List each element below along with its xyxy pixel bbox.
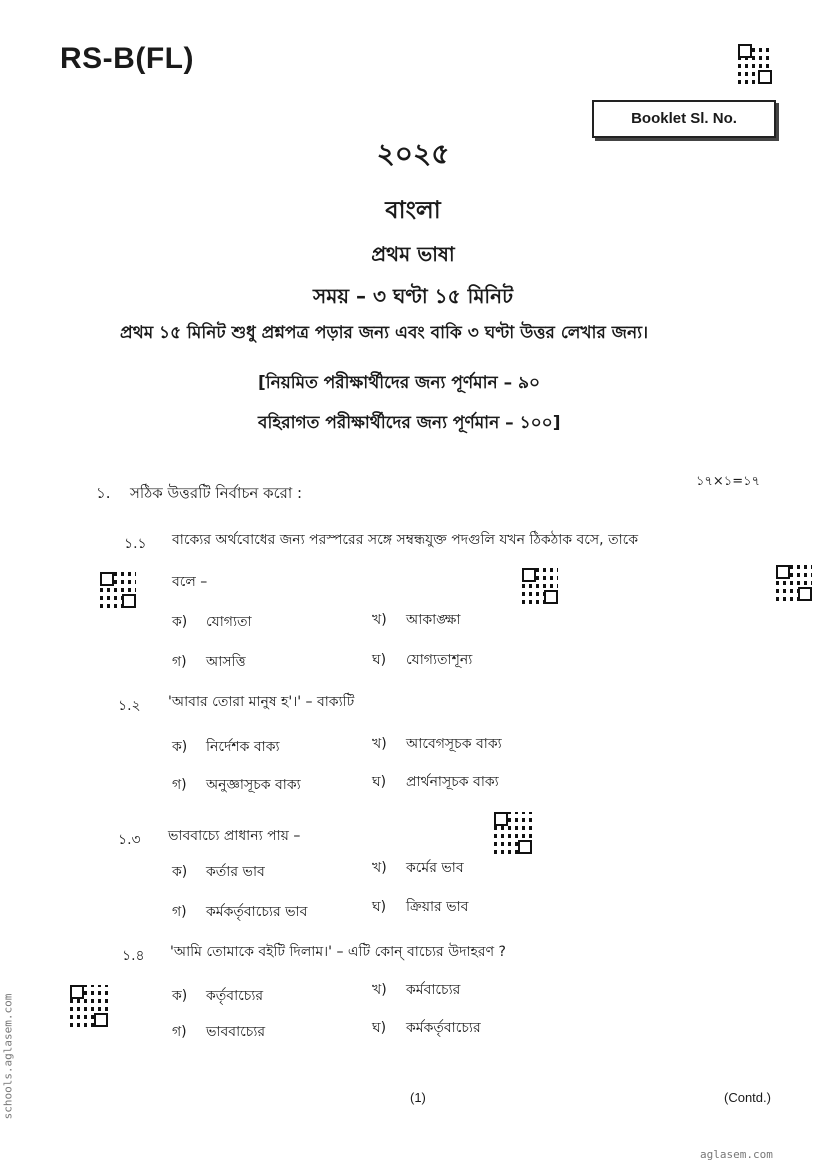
option-text: ভাববাচ্যের [206, 1024, 266, 1040]
option-b: খ) আবেগসূচক বাক্য [372, 736, 502, 752]
option-a: ক) কর্তৃবাচ্যের [172, 988, 264, 1004]
option-c: গ) কর্মকর্তৃবাচ্যের ভাব [172, 904, 308, 920]
page-number: (1) [410, 1090, 426, 1105]
option-text: আকাঙ্ক্ষা [406, 612, 461, 628]
time-allowed: সময় – ৩ ঘণ্টা ১৫ মিনিট [312, 284, 513, 308]
option-d: ঘ) যোগ্যতাশূন্য [372, 652, 473, 668]
option-text: কর্মকর্তৃবাচ্যের ভাব [206, 904, 308, 920]
section-marks: ১৭×১=১৭ [696, 474, 760, 489]
option-text: অনুজ্ঞাসূচক বাক্য [206, 777, 301, 793]
qr-code-icon [776, 565, 812, 601]
option-a: ক) যোগ্যতা [172, 614, 252, 630]
qr-code-icon [522, 568, 558, 604]
paper-code: RS-B(FL) [60, 42, 194, 75]
question-number: ১.৩ [118, 832, 141, 848]
option-a: ক) নির্দেশক বাক্য [172, 739, 280, 755]
option-text: কর্মবাচ্যের [406, 982, 461, 998]
option-b: খ) কর্মবাচ্যের [372, 982, 461, 998]
option-text: কর্তার ভাব [206, 864, 265, 880]
qr-code-icon [100, 572, 136, 608]
booklet-serial-box: Booklet Sl. No. [592, 100, 776, 138]
continued-note: (Contd.) [724, 1090, 771, 1105]
exam-year: ২০২৫ [376, 137, 450, 170]
section-number: ১. [96, 484, 111, 502]
question-text: 'আবার তোরা মানুষ হ'।' – বাক্যটি [168, 694, 355, 710]
question-number: ১.৪ [122, 948, 145, 964]
qr-code-icon [70, 985, 108, 1027]
qr-code-icon [494, 812, 532, 854]
option-b: খ) কর্মের ভাব [372, 860, 464, 876]
question-number: ১.১ [124, 536, 147, 552]
paper-title: প্রথম ভাষা [371, 242, 455, 266]
option-text: আবেগসূচক বাক্য [406, 736, 502, 752]
instruction-text: প্রথম ১৫ মিনিট শুধু প্রশ্নপত্র পড়ার জন্য এবং বাকি ৩ ঘণ্টা উত্তর লেখার জন্য। [120, 323, 649, 343]
option-text: কর্তৃবাচ্যের [206, 988, 264, 1004]
option-d: ঘ) প্রার্থনাসূচক বাক্য [372, 774, 499, 790]
option-d: ঘ) ক্রিয়ার ভাব [372, 899, 469, 915]
option-c: গ) আসত্তি [172, 654, 246, 670]
option-b: খ) আকাঙ্ক্ষা [372, 612, 461, 628]
option-text: নির্দেশক বাক্য [206, 739, 280, 755]
question-text: 'আমি তোমাকে বইটি দিলাম।' – এটি কোন্ বাচ্যের উদাহরণ ? [170, 944, 506, 960]
question-text: বাক্যের অর্থবোধের জন্য পরস্পরের সঙ্গে সম্বন্ধযুক্ত পদগুলি যখন ঠিকঠাক বসে, তাকে [172, 532, 639, 548]
option-text: ক্রিয়ার ভাব [406, 899, 469, 915]
question-text-continued: বলে – [172, 574, 208, 590]
option-text: কর্মের ভাব [406, 860, 464, 876]
section-title: সঠিক উত্তরটি নির্বাচন করো : [130, 484, 303, 502]
option-text: আসত্তি [206, 654, 246, 670]
option-a: ক) কর্তার ভাব [172, 864, 265, 880]
question-text: ভাববাচ্যে প্রাধান্য পায় – [168, 828, 301, 844]
subject-title: বাংলা [385, 196, 441, 224]
option-text: যোগ্যতাশূন্য [406, 652, 473, 668]
option-text: প্রার্থনাসূচক বাক্য [406, 774, 499, 790]
option-text: কর্মকর্তৃবাচ্যের [406, 1020, 481, 1036]
qr-code-icon [738, 44, 772, 84]
option-text: যোগ্যতা [206, 614, 252, 630]
option-c: গ) ভাববাচ্যের [172, 1024, 266, 1040]
bottom-watermark: aglasem.com [700, 1148, 773, 1161]
option-d: ঘ) কর্মকর্তৃবাচ্যের [372, 1020, 481, 1036]
full-marks-external: বহিরাগত পরীক্ষার্থীদের জন্য পূর্ণমান – ১০০] [258, 413, 561, 433]
option-c: গ) অনুজ্ঞাসূচক বাক্য [172, 777, 301, 793]
side-watermark: schools.aglasem.com [1, 993, 15, 1120]
question-number: ১.২ [118, 698, 141, 714]
full-marks-regular: [নিয়মিত পরীক্ষার্থীদের জন্য পূর্ণমান – ৯০ [258, 373, 541, 393]
